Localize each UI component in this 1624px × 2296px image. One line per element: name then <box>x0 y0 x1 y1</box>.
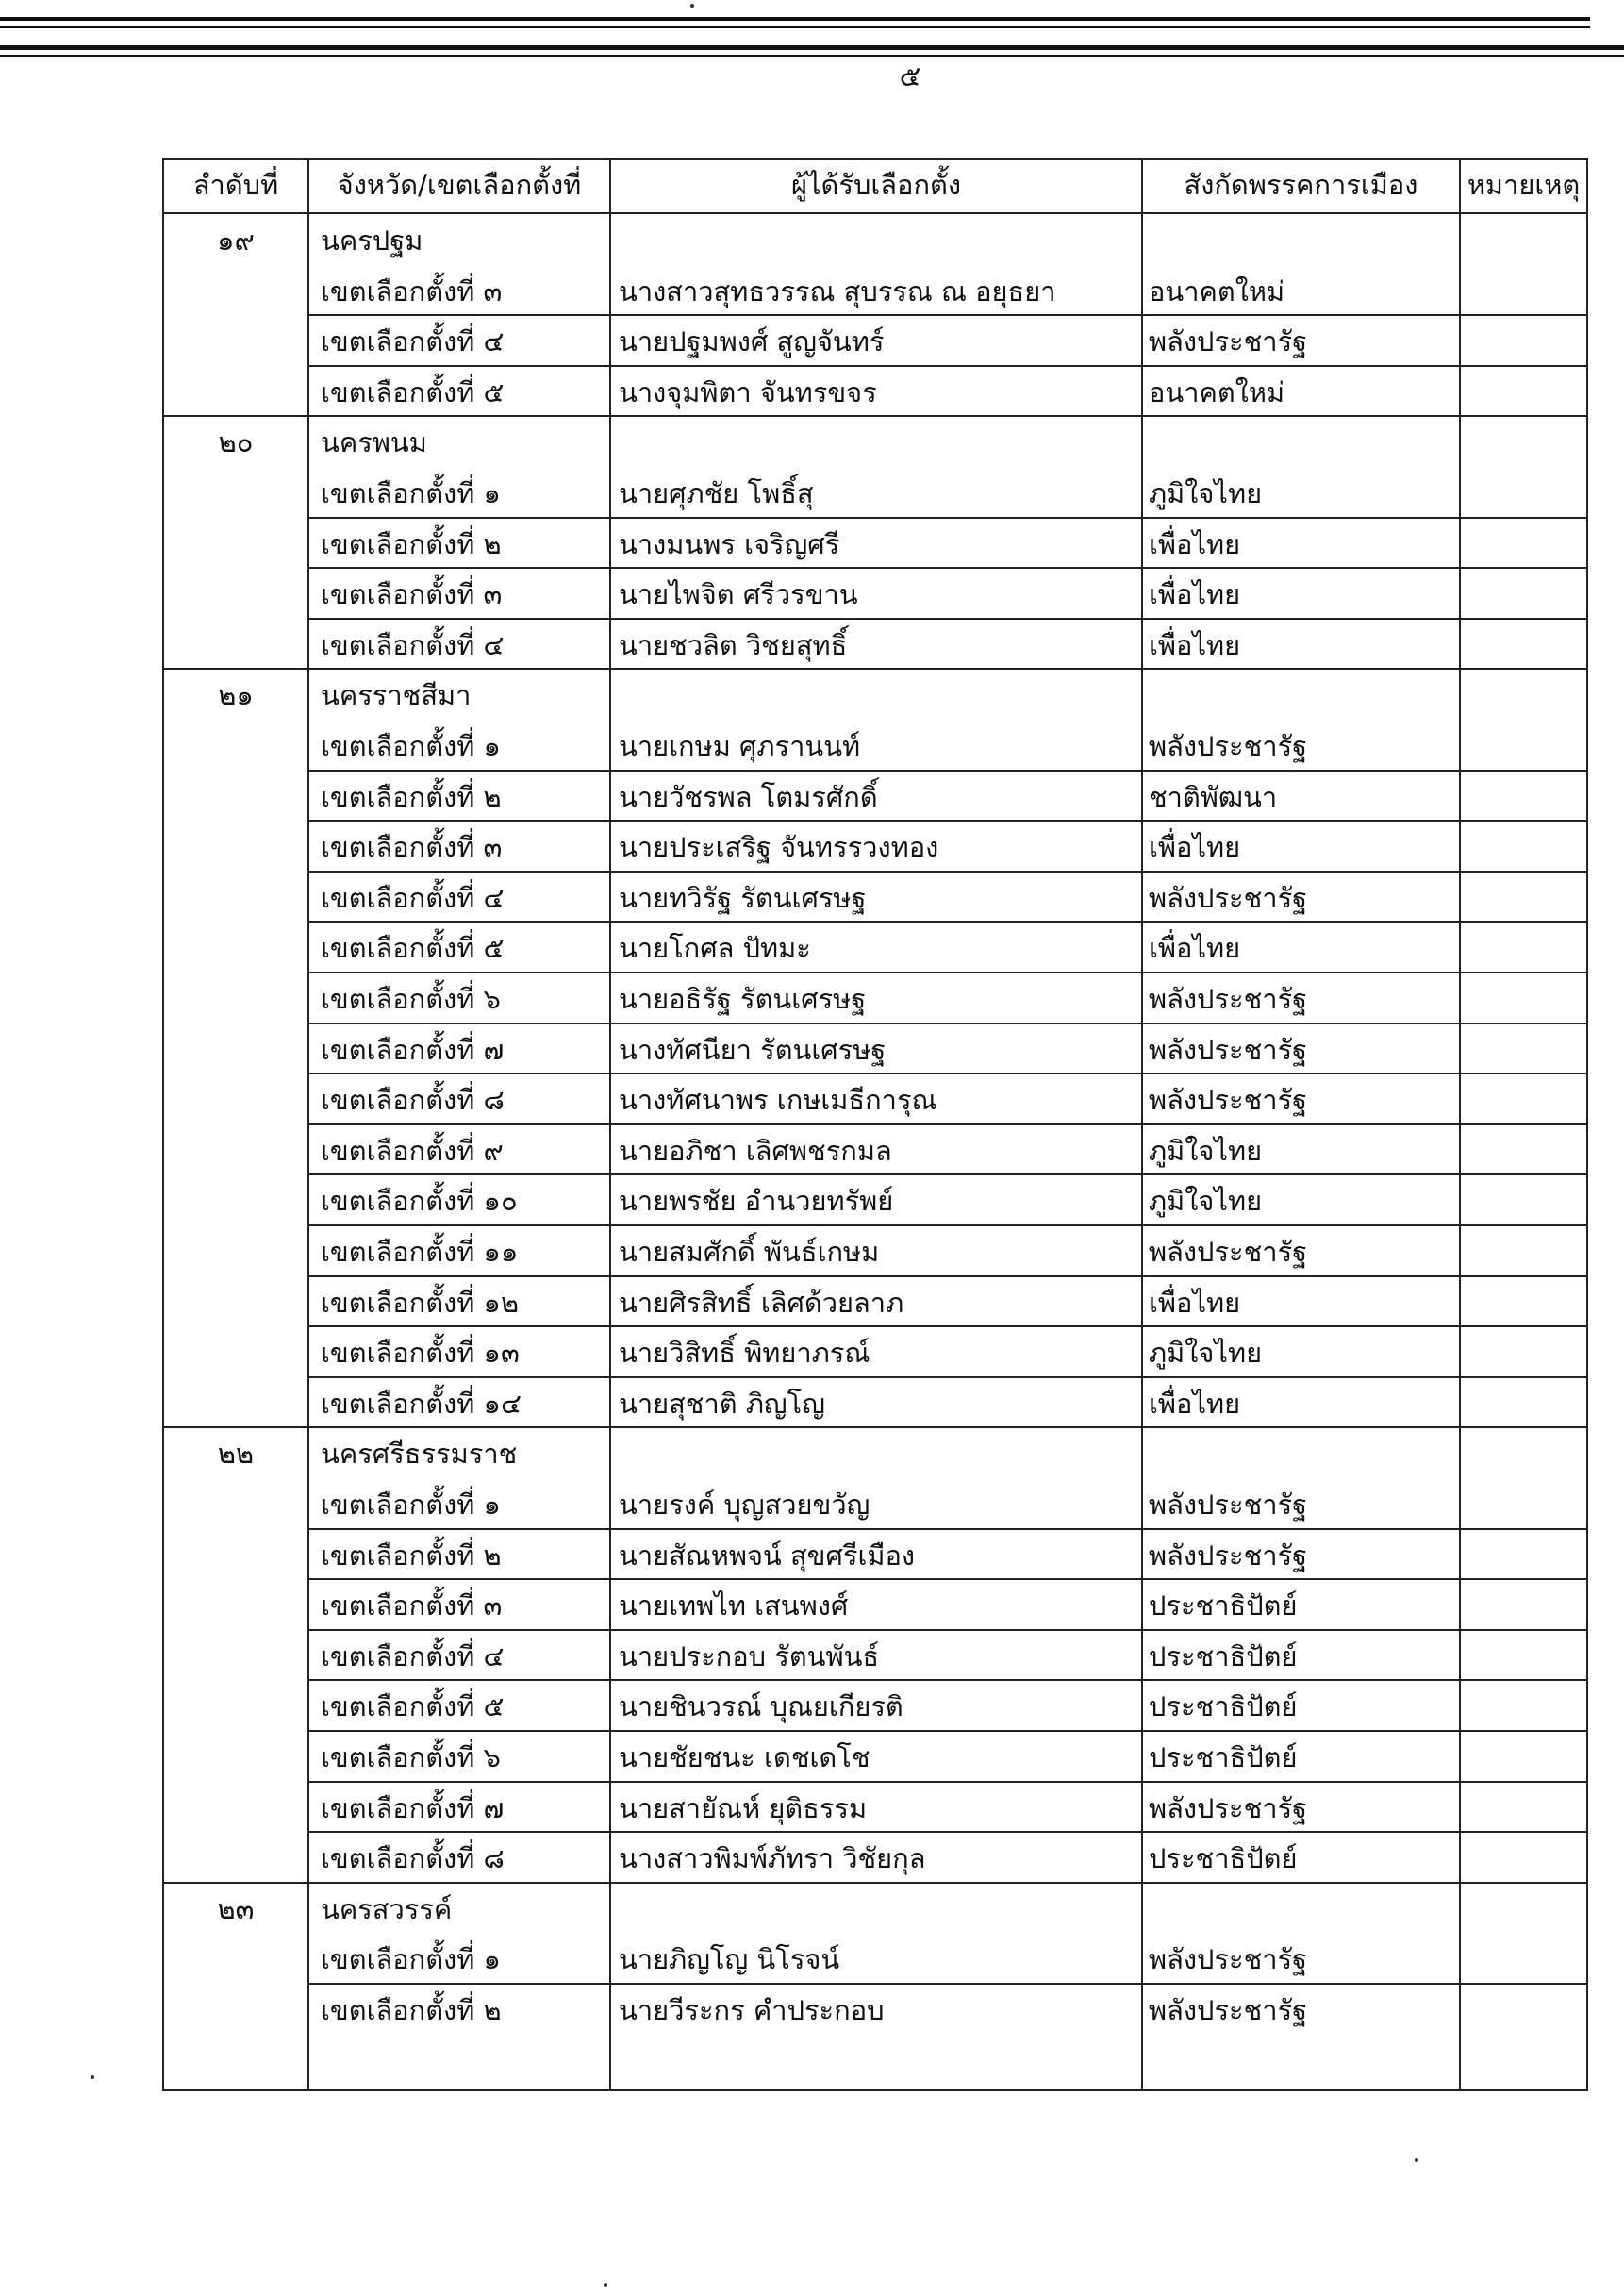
row-separator <box>309 972 1586 973</box>
order-number: ๑๙ <box>217 225 255 257</box>
province-name: นครพนม <box>321 426 427 459</box>
party-name: ประชาธิปัตย์ <box>1149 1639 1298 1672</box>
party-name: เพื่อไทย <box>1149 628 1241 661</box>
elected-name: นายชวลิต วิชยสุทธิ์ <box>619 628 848 661</box>
elected-name: นางทัศนียา รัตนเศรษฐ <box>619 1033 887 1066</box>
party-name: ประชาธิปัตย์ <box>1149 1690 1298 1723</box>
province-name: นครสวรรค์ <box>321 1892 453 1925</box>
row-separator <box>309 871 1586 873</box>
party-name: ประชาธิปัตย์ <box>1149 1842 1298 1875</box>
header-bottom-border <box>162 212 1588 214</box>
district-label: เขตเลือกตั้งที่ ๑ <box>321 1489 501 1521</box>
party-name: ชาติพัฒนา <box>1149 780 1278 813</box>
elected-name: นายอธิรัฐ รัตนเศรษฐ <box>619 983 867 1015</box>
order-number: ๒๓ <box>217 1892 255 1925</box>
district-label: เขตเลือกตั้งที่ ๖ <box>321 983 501 1015</box>
party-name: อนาคตใหม่ <box>1149 375 1285 408</box>
elected-name: นายสมศักดิ์ พันธ์เกษม <box>619 1236 880 1268</box>
elected-name: นายศุภชัย โพธิ์สุ <box>619 477 814 509</box>
table-bottom-border <box>162 2089 1588 2091</box>
row-separator <box>309 1730 1586 1732</box>
row-separator <box>309 1578 1586 1580</box>
row-separator <box>309 314 1586 316</box>
elected-name: นายวีระกร คำประกอบ <box>619 1994 885 2026</box>
district-label: เขตเลือกตั้งที่ ๑ <box>321 1943 501 1976</box>
header-order: ลำดับที่ <box>192 169 279 201</box>
district-label: เขตเลือกตั้งที่ ๕ <box>321 932 505 965</box>
district-label: เขตเลือกตั้งที่ ๓ <box>321 1589 503 1622</box>
district-label: เขตเลือกตั้งที่ ๗ <box>321 1791 505 1824</box>
district-label: เขตเลือกตั้งที่ ๑๐ <box>321 1185 518 1218</box>
elected-name: นายทวิรัฐ รัตนเศรษฐ <box>619 881 867 914</box>
district-label: เขตเลือกตั้งที่ ๔ <box>321 325 505 358</box>
elected-name: นางสาวพิมพ์ภัทรา วิชัยกุล <box>619 1842 926 1875</box>
party-name: ภูมิใจไทย <box>1149 1337 1263 1370</box>
order-number: ๒๒ <box>217 1438 255 1471</box>
party-name: พลังประชารัฐ <box>1149 1943 1308 1976</box>
elected-name: นายสายัณห์ ยุติธรรม <box>619 1791 868 1824</box>
district-label: เขตเลือกตั้งที่ ๒ <box>321 780 502 813</box>
district-label: เขตเลือกตั้งที่ ๔ <box>321 1639 505 1672</box>
row-separator <box>309 1376 1586 1378</box>
elected-name: นายศิรสิทธิ์ เลิศด้วยลาภ <box>619 1286 904 1319</box>
group-separator <box>162 1426 1588 1428</box>
row-separator <box>309 1224 1586 1226</box>
party-name: เพื่อไทย <box>1149 831 1241 864</box>
row-separator <box>309 1325 1586 1327</box>
row-separator <box>309 1123 1586 1125</box>
party-name: พลังประชารัฐ <box>1149 1791 1308 1824</box>
province-name: นครปฐม <box>321 225 423 257</box>
header-elected: ผู้ได้รับเลือกตั้ง <box>790 169 962 201</box>
elected-name: นายไพจิต ศรีวรขาน <box>619 578 858 611</box>
elected-name: นายภิญโญ นิโรจน์ <box>619 1943 840 1976</box>
elected-name: นายประเสริฐ จันทรรวงทอง <box>619 831 939 864</box>
elected-name: นายชินวรณ์ บุณยเกียรติ <box>619 1690 903 1723</box>
district-label: เขตเลือกตั้งที่ ๓ <box>321 578 503 611</box>
district-label: เขตเลือกตั้งที่ ๓ <box>321 831 503 864</box>
district-label: เขตเลือกตั้งที่ ๑๓ <box>321 1337 520 1370</box>
elected-name: นายวิสิทธิ์ พิทยาภรณ์ <box>619 1337 870 1370</box>
header-party: สังกัดพรรคการเมือง <box>1184 169 1418 201</box>
party-name: เพื่อไทย <box>1149 1286 1241 1319</box>
district-label: เขตเลือกตั้งที่ ๒ <box>321 1539 502 1572</box>
party-name: พลังประชารัฐ <box>1149 730 1308 762</box>
district-label: เขตเลือกตั้งที่ ๑ <box>321 730 501 762</box>
row-separator <box>309 770 1586 772</box>
col-line-5 <box>1586 158 1588 2090</box>
elected-name: นายรงค์ บุญสวยขวัญ <box>619 1489 870 1521</box>
row-separator <box>309 921 1586 923</box>
row-separator <box>309 1023 1586 1024</box>
order-number: ๒๐ <box>218 426 254 459</box>
elected-name: นางสาวสุทธวรรณ สุบรรณ ณ อยุธยา <box>619 275 1056 308</box>
row-separator <box>309 1629 1586 1631</box>
elected-name: นายปฐมพงศ์ สูญจันทร์ <box>619 325 885 358</box>
elected-name: นายสุชาติ ภิญโญ <box>619 1387 825 1420</box>
elected-name: นายเกษม ศุภรานนท์ <box>619 730 861 762</box>
elected-name: นายพรชัย อำนวยทรัพย์ <box>619 1185 894 1218</box>
party-name: พลังประชารัฐ <box>1149 325 1308 358</box>
district-label: เขตเลือกตั้งที่ ๕ <box>321 1690 505 1723</box>
top-rule-1 <box>0 17 1590 21</box>
row-separator <box>309 1831 1586 1833</box>
party-name: ประชาธิปัตย์ <box>1149 1589 1298 1622</box>
row-separator <box>309 1781 1586 1783</box>
header-district: จังหวัด/เขตเลือกตั้งที่ <box>337 169 582 201</box>
district-label: เขตเลือกตั้งที่ ๔ <box>321 628 505 661</box>
district-label: เขตเลือกตั้งที่ ๑๑ <box>321 1236 519 1268</box>
top-rule-3 <box>0 45 1624 50</box>
district-label: เขตเลือกตั้งที่ ๘ <box>321 1084 505 1117</box>
scan-speck <box>1415 2158 1418 2162</box>
district-label: เขตเลือกตั้งที่ ๒ <box>321 1994 502 2026</box>
district-label: เขตเลือกตั้งที่ ๑๒ <box>321 1286 520 1319</box>
district-label: เขตเลือกตั้งที่ ๒ <box>321 527 502 560</box>
district-label: เขตเลือกตั้งที่ ๘ <box>321 1842 505 1875</box>
row-separator <box>309 1073 1586 1074</box>
row-separator <box>309 517 1586 519</box>
row-separator <box>309 1275 1586 1277</box>
elected-name: นางมนพร เจริญศรี <box>619 527 840 560</box>
party-name: อนาคตใหม่ <box>1149 275 1285 308</box>
scan-speck <box>91 2075 94 2079</box>
elected-name: นายสัณหพจน์ สุขศรีเมือง <box>619 1539 916 1572</box>
page-number: ๕ <box>899 60 921 93</box>
party-name: ประชาธิปัตย์ <box>1149 1741 1298 1773</box>
elected-name: นายอภิชา เลิศพชรกมล <box>619 1134 892 1167</box>
party-name: ภูมิใจไทย <box>1149 477 1263 509</box>
party-name: เพื่อไทย <box>1149 932 1241 965</box>
district-label: เขตเลือกตั้งที่ ๓ <box>321 275 503 308</box>
party-name: ภูมิใจไทย <box>1149 1134 1263 1167</box>
district-label: เขตเลือกตั้งที่ ๔ <box>321 881 505 914</box>
elected-name: นายวัชรพล โตมรศักดิ์ <box>619 780 878 813</box>
party-name: เพื่อไทย <box>1149 527 1241 560</box>
party-name: พลังประชารัฐ <box>1149 983 1308 1015</box>
scan-speck <box>604 2283 607 2287</box>
group-separator <box>162 415 1588 417</box>
party-name: พลังประชารัฐ <box>1149 1033 1308 1066</box>
elected-name: นางทัศนาพร เกษเมธีการุณ <box>619 1084 937 1117</box>
table-top-border <box>162 158 1588 160</box>
elected-name: นายเทพไท เสนพงศ์ <box>619 1589 849 1622</box>
elected-name: นายโกศล ปัทมะ <box>619 932 811 965</box>
elected-name: นายประกอบ รัตนพันธ์ <box>619 1639 880 1672</box>
party-name: พลังประชารัฐ <box>1149 1539 1308 1572</box>
district-label: เขตเลือกตั้งที่ ๕ <box>321 375 505 408</box>
top-rule-2 <box>0 26 1590 28</box>
row-separator <box>309 1983 1586 1985</box>
party-name: พลังประชารัฐ <box>1149 1994 1308 2026</box>
scan-speck <box>690 4 694 8</box>
elected-name: นายชัยชนะ เดชเดโช <box>619 1741 870 1773</box>
province-name: นครศรีธรรมราช <box>321 1438 518 1471</box>
row-separator <box>309 1173 1586 1175</box>
party-name: เพื่อไทย <box>1149 578 1241 611</box>
district-label: เขตเลือกตั้งที่ ๙ <box>321 1134 504 1167</box>
elected-name: นางจุมพิตา จันทรขจร <box>619 375 877 408</box>
party-name: พลังประชารัฐ <box>1149 1084 1308 1117</box>
header-remark: หมายเหตุ <box>1467 169 1581 201</box>
row-separator <box>309 567 1586 569</box>
province-name: นครราชสีมา <box>321 679 472 712</box>
order-number: ๒๑ <box>218 679 254 712</box>
party-name: ภูมิใจไทย <box>1149 1185 1263 1218</box>
district-label: เขตเลือกตั้งที่ ๑ <box>321 477 501 509</box>
party-name: พลังประชารัฐ <box>1149 881 1308 914</box>
party-name: พลังประชารัฐ <box>1149 1489 1308 1521</box>
party-name: พลังประชารัฐ <box>1149 1236 1308 1268</box>
group-separator <box>162 668 1588 670</box>
group-separator <box>162 1882 1588 1884</box>
top-rule-4 <box>0 55 1624 57</box>
party-name: เพื่อไทย <box>1149 1387 1241 1420</box>
row-separator <box>309 365 1586 367</box>
row-separator <box>309 1528 1586 1530</box>
district-label: เขตเลือกตั้งที่ ๖ <box>321 1741 501 1773</box>
district-label: เขตเลือกตั้งที่ ๑๔ <box>321 1387 522 1420</box>
district-label: เขตเลือกตั้งที่ ๗ <box>321 1033 505 1066</box>
row-separator <box>309 1679 1586 1681</box>
row-separator <box>309 618 1586 620</box>
row-separator <box>309 820 1586 822</box>
